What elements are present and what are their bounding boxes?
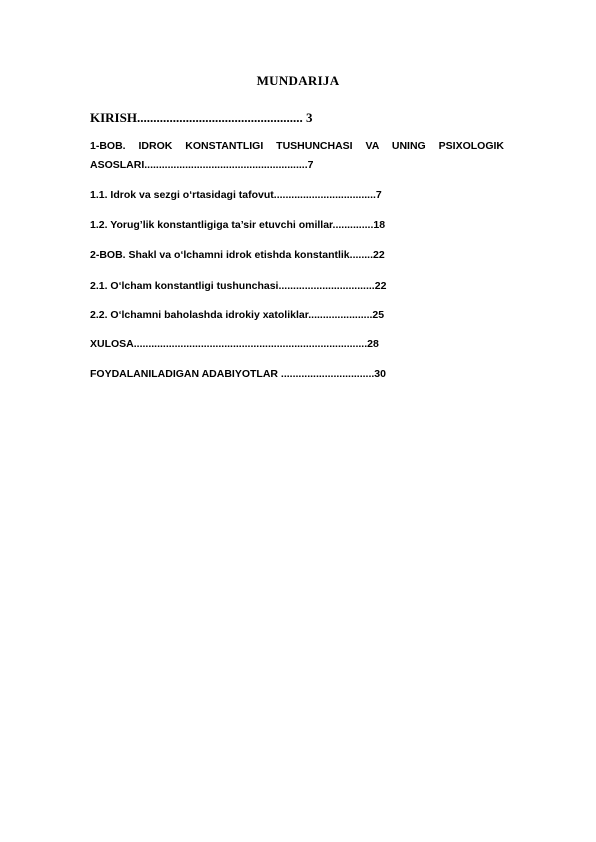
- toc-entry-chapter-1[interactable]: [90, 137, 504, 175]
- toc-entry-chapter-1-line1: 1-BOB. IDROK KONSTANTLIGI TUSHUNCHASI VA UNING PSIXOLOGIK: [90, 140, 504, 152]
- toc-entry-1-1[interactable]: 1.1. Idrok va sezgi o‘rtasidagi tafovut...................................7: [90, 189, 382, 201]
- toc-entry-kirish[interactable]: KIRISH................................................... 3: [90, 110, 313, 125]
- page-title: MUNDARIJA: [256, 73, 340, 88]
- toc-entry-2-2[interactable]: 2.2. O‘lchamni baholashda idrokiy xatoliklar......................25: [90, 309, 385, 321]
- toc-entry-chapter-1-line2: ASOSLARI........................................................7: [90, 159, 314, 171]
- toc-entry-2-1[interactable]: 2.1. O‘lcham konstantligi tushunchasi.................................22: [90, 280, 387, 292]
- toc-entry-xulosa[interactable]: XULOSA................................................................................28: [90, 338, 379, 350]
- toc-entry-adabiyotlar[interactable]: FOYDALANILADIGAN ADABIYOTLAR ................................30: [90, 368, 386, 380]
- toc-entry-1-2[interactable]: 1.2. Yorug’lik konstantligiga ta’sir etuvchi omillar..............18: [90, 219, 386, 231]
- toc-entry-chapter-2[interactable]: 2-BOB. Shakl va o‘lchamni idrok etishda konstantlik........22: [90, 249, 385, 261]
